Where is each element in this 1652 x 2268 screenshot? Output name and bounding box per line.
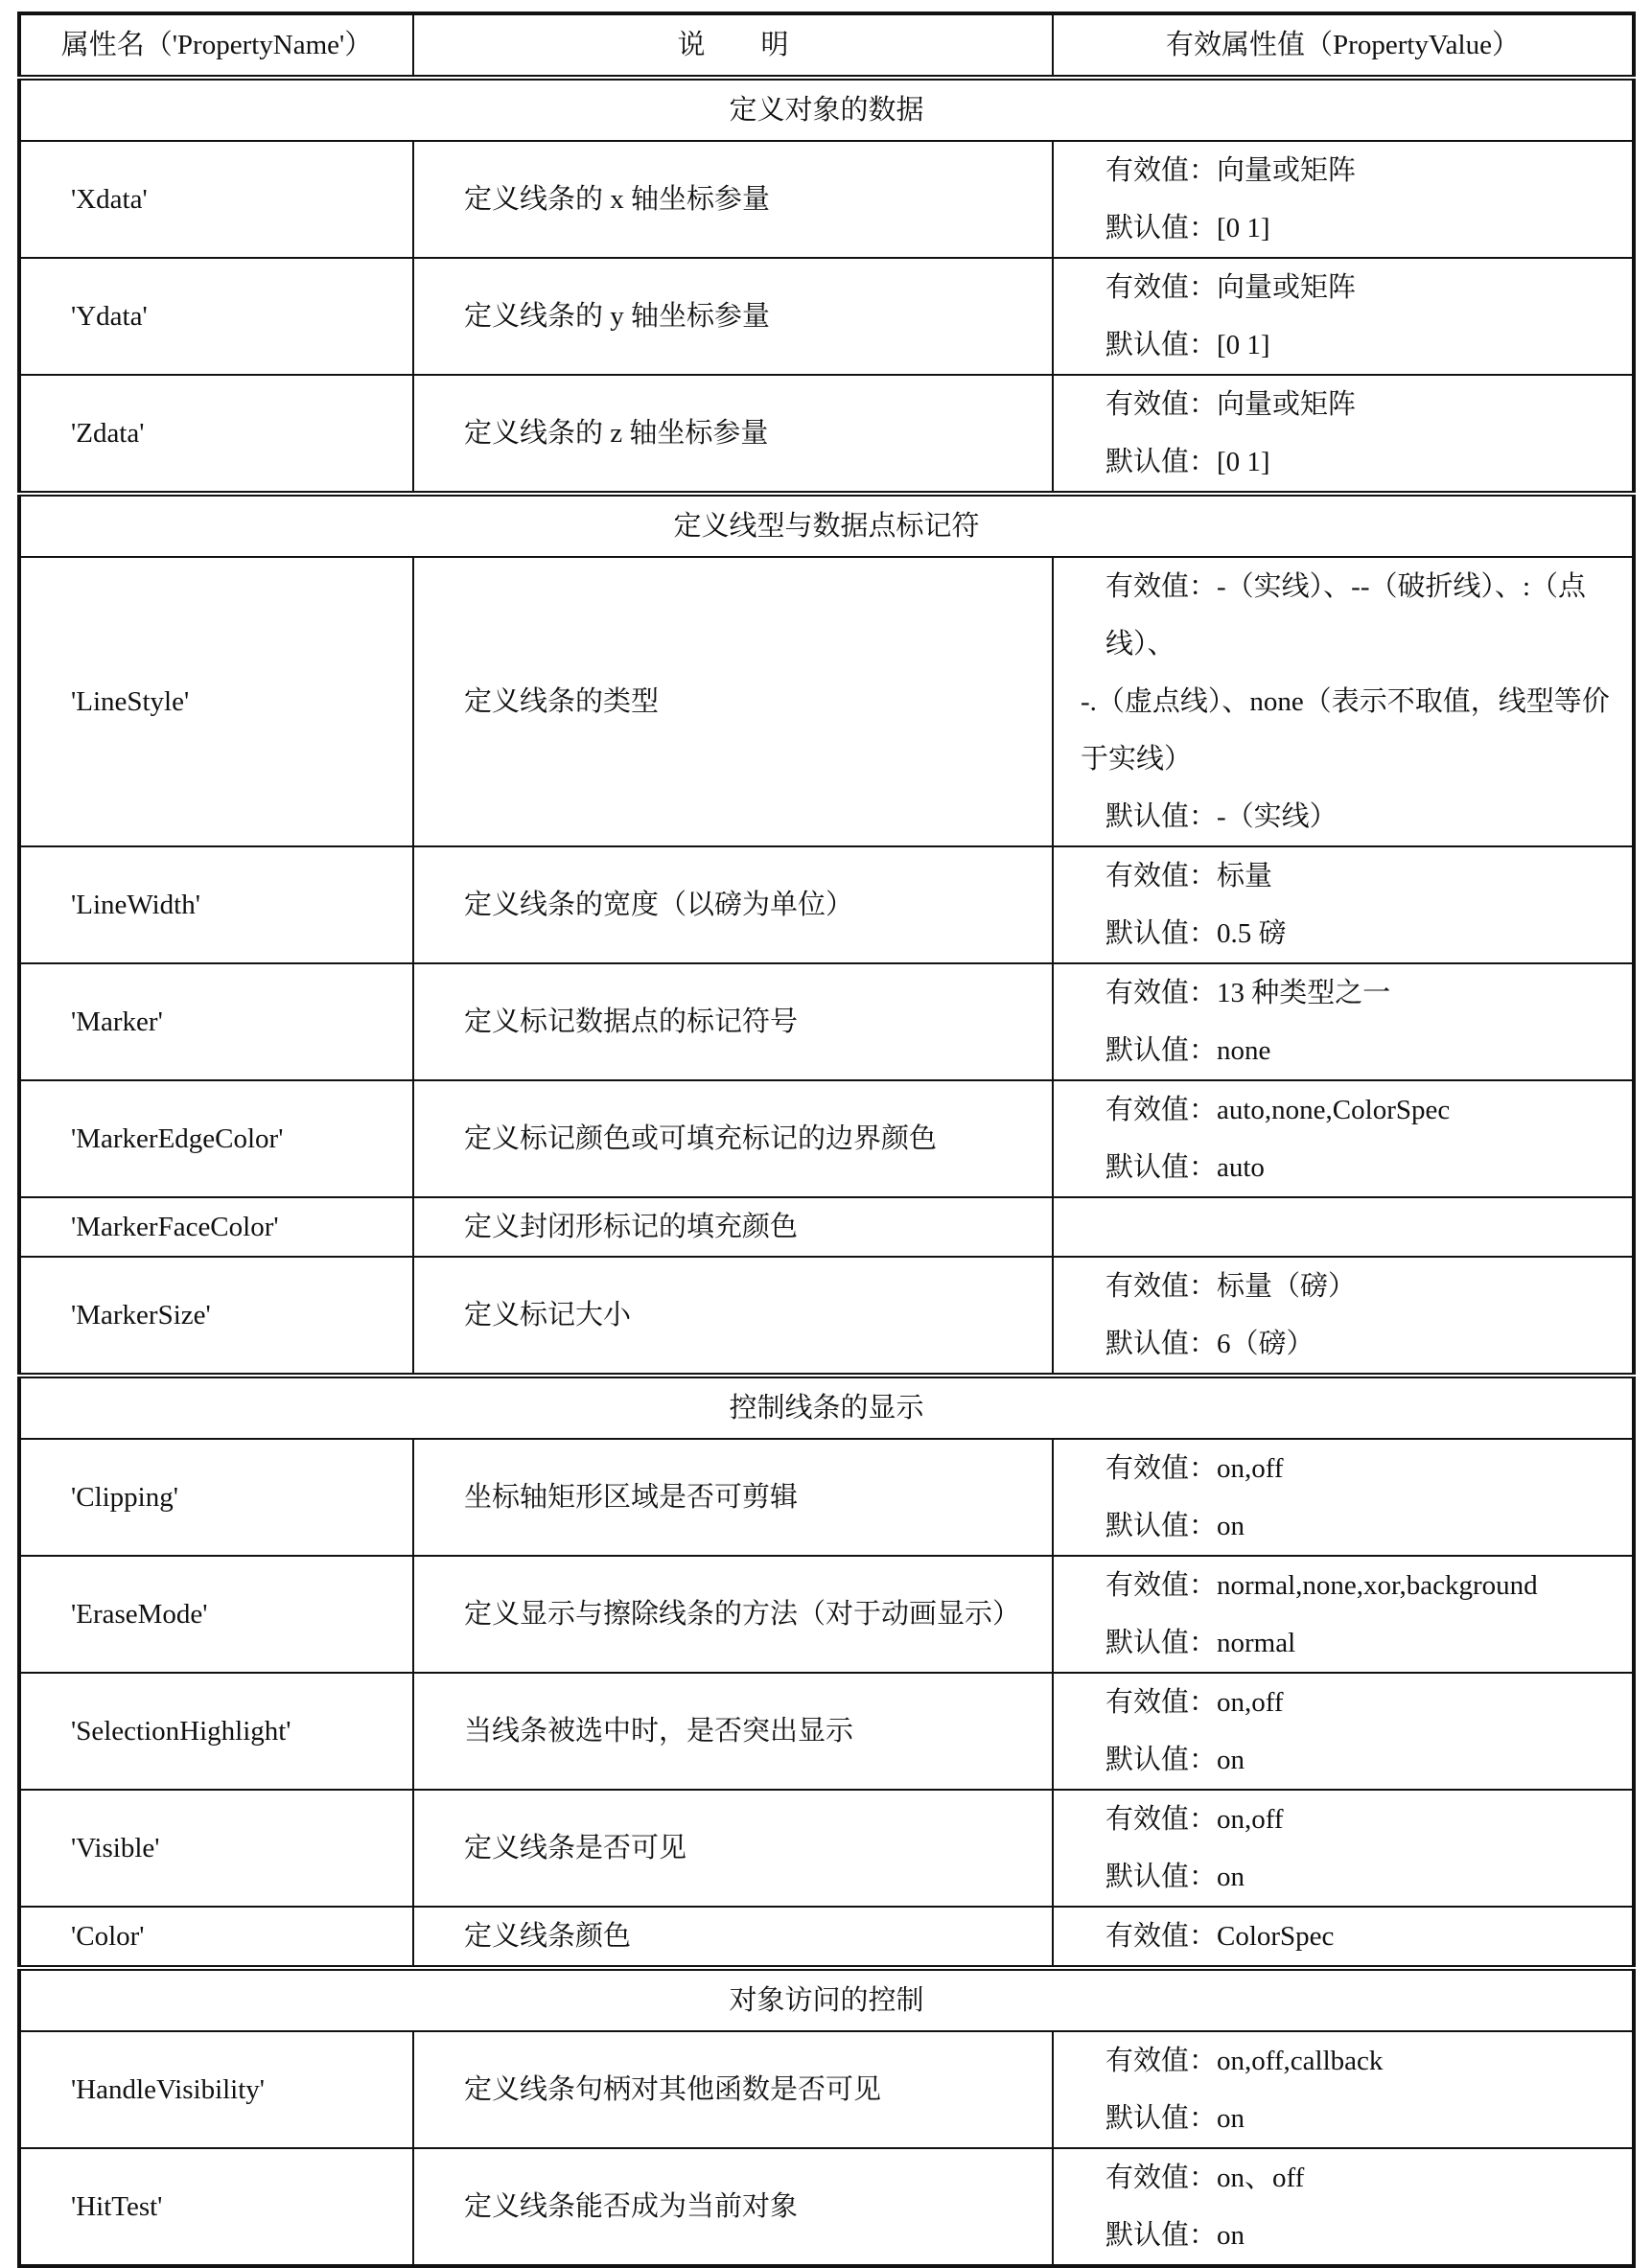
valid-values: 有效值：on,off — [1105, 1453, 1284, 1484]
valid-values: 有效值：标量 — [1105, 861, 1273, 891]
default-value: 默认值：-（实线） — [1105, 801, 1338, 832]
property-description: 定义标记颜色或可填充标记的边界颜色 — [413, 1080, 1053, 1197]
valid-values: 有效值：13 种类型之一 — [1105, 978, 1391, 1008]
property-description: 定义线条的宽度（以磅为单位） — [413, 846, 1053, 963]
property-value — [1053, 1907, 1634, 1968]
valid-values-continued: -.（虚点线）、none（表示不取值，线型等价 — [1081, 686, 1610, 717]
property-description: 当线条被选中时，是否突出显示 — [413, 1673, 1053, 1790]
header-property-name: 属性名（'PropertyName'） — [19, 13, 413, 78]
property-value — [1053, 557, 1634, 846]
default-value: 默认值：auto — [1105, 1152, 1265, 1183]
default-value: 默认值：[0 1] — [1105, 213, 1270, 243]
section-header — [19, 1376, 1634, 1439]
valid-values-continued: 于实线） — [1081, 744, 1193, 775]
table-row — [19, 2031, 1634, 2148]
property-value — [1053, 1556, 1634, 1673]
table-row — [19, 1556, 1634, 1673]
property-description: 定义标记大小 — [413, 1257, 1053, 1376]
default-value: 默认值：normal — [1105, 1628, 1296, 1658]
property-name: 'Visible' — [19, 1790, 413, 1907]
valid-values: 有效值：向量或矩阵 — [1105, 389, 1357, 420]
default-value: 默认值：on — [1105, 2103, 1245, 2134]
table-row — [19, 1197, 1634, 1257]
property-description: 定义标记数据点的标记符号 — [413, 963, 1053, 1080]
property-value — [1053, 1257, 1634, 1376]
valid-values: 有效值：-（实线）、--（破折线）、:（点线）、 — [1105, 571, 1587, 660]
property-table — [17, 12, 1636, 2268]
section-title: 定义线型与数据点标记符 — [19, 494, 1634, 557]
default-value: 默认值：on — [1105, 1862, 1245, 1892]
property-name: 'Color' — [19, 1907, 413, 1968]
table-row — [19, 1080, 1634, 1197]
property-description: 定义线条的 x 轴坐标参量 — [413, 141, 1053, 258]
property-name: 'MarkerSize' — [19, 1257, 413, 1376]
property-description: 定义线条句柄对其他函数是否可见 — [413, 2031, 1053, 2148]
property-value — [1053, 258, 1634, 375]
property-description: 坐标轴矩形区域是否可剪辑 — [413, 1439, 1053, 1556]
table-header — [19, 13, 1634, 78]
property-name: 'EraseMode' — [19, 1556, 413, 1673]
property-name: 'Clipping' — [19, 1439, 413, 1556]
property-description: 定义显示与擦除线条的方法（对于动画显示） — [413, 1556, 1053, 1673]
section-title: 控制线条的显示 — [19, 1376, 1634, 1439]
valid-values: 有效值：on,off — [1105, 1687, 1284, 1718]
table-row — [19, 1907, 1634, 1968]
table-row — [19, 1257, 1634, 1376]
section-title: 对象访问的控制 — [19, 1968, 1634, 2031]
table-row — [19, 141, 1634, 258]
property-description: 定义线条能否成为当前对象 — [413, 2148, 1053, 2266]
section-header — [19, 494, 1634, 557]
property-name: 'LineWidth' — [19, 846, 413, 963]
valid-values: 有效值：on、off — [1105, 2163, 1305, 2193]
valid-values: 有效值：on,off — [1105, 1804, 1284, 1835]
property-name: 'HandleVisibility' — [19, 2031, 413, 2148]
section-header — [19, 78, 1634, 141]
section-header — [19, 1968, 1634, 2031]
valid-values: 有效值：向量或矩阵 — [1105, 272, 1357, 303]
section-title: 定义对象的数据 — [19, 78, 1634, 141]
property-name: 'MarkerFaceColor' — [19, 1197, 413, 1257]
property-description: 定义线条的类型 — [413, 557, 1053, 846]
table-row — [19, 375, 1634, 494]
property-value — [1053, 141, 1634, 258]
property-value — [1053, 1439, 1634, 1556]
table-row — [19, 2148, 1634, 2266]
property-name: 'Xdata' — [19, 141, 413, 258]
property-description: 定义线条的 y 轴坐标参量 — [413, 258, 1053, 375]
table-row — [19, 1673, 1634, 1790]
property-name: 'HitTest' — [19, 2148, 413, 2266]
valid-values: 有效值：ColorSpec — [1105, 1921, 1335, 1952]
default-value: 默认值：on — [1105, 2220, 1245, 2251]
property-description: 定义封闭形标记的填充颜色 — [413, 1197, 1053, 1257]
default-value: 默认值：none — [1105, 1035, 1271, 1066]
default-value: 默认值：on — [1105, 1745, 1245, 1775]
table-row — [19, 1439, 1634, 1556]
property-name: 'Zdata' — [19, 375, 413, 494]
property-name: 'LineStyle' — [19, 557, 413, 846]
property-value — [1053, 1080, 1634, 1197]
table-row — [19, 846, 1634, 963]
header-property-value: 有效属性值（PropertyValue） — [1053, 13, 1634, 78]
property-value — [1053, 1673, 1634, 1790]
property-name: 'SelectionHighlight' — [19, 1673, 413, 1790]
property-value — [1053, 375, 1634, 494]
default-value: 默认值：[0 1] — [1105, 330, 1270, 360]
property-value — [1053, 2031, 1634, 2148]
valid-values: 有效值：标量（磅） — [1105, 1271, 1357, 1302]
table-row — [19, 963, 1634, 1080]
property-description: 定义线条颜色 — [413, 1907, 1053, 1968]
property-name: 'Marker' — [19, 963, 413, 1080]
header-description: 说 明 — [413, 13, 1053, 78]
valid-values: 有效值：auto,none,ColorSpec — [1105, 1095, 1451, 1125]
property-value — [1053, 2148, 1634, 2266]
default-value: 默认值：6（磅） — [1105, 1329, 1315, 1359]
table-row — [19, 258, 1634, 375]
default-value: 默认值：0.5 磅 — [1105, 918, 1287, 949]
property-description: 定义线条的 z 轴坐标参量 — [413, 375, 1053, 494]
valid-values: 有效值：normal,none,xor,background — [1105, 1570, 1538, 1601]
property-value — [1053, 963, 1634, 1080]
property-value — [1053, 1197, 1634, 1257]
property-name: 'Ydata' — [19, 258, 413, 375]
table-row — [19, 557, 1634, 846]
valid-values: 有效值：on,off,callback — [1105, 2046, 1384, 2076]
table-row — [19, 1790, 1634, 1907]
default-value: 默认值：[0 1] — [1105, 447, 1270, 477]
property-name: 'MarkerEdgeColor' — [19, 1080, 413, 1197]
property-description: 定义线条是否可见 — [413, 1790, 1053, 1907]
property-value — [1053, 846, 1634, 963]
valid-values: 有效值：向量或矩阵 — [1105, 155, 1357, 186]
default-value: 默认值：on — [1105, 1511, 1245, 1541]
property-value — [1053, 1790, 1634, 1907]
